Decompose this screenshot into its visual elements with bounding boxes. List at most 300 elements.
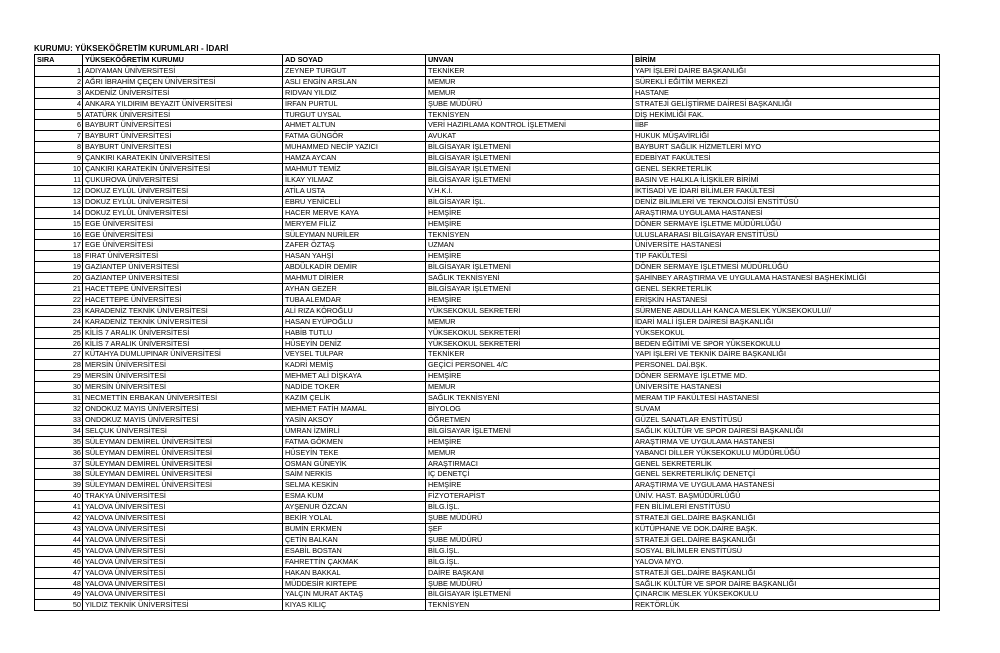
table-row xyxy=(35,294,940,305)
cell-birim: GENEL SEKRETERLİK xyxy=(633,284,940,295)
cell-kurum: EGE ÜNİVERSİTESİ xyxy=(83,229,283,240)
cell-ad-soyad: ÇETİN BALKAN xyxy=(283,534,426,545)
cell-birim: DÖNER SERMAYE İŞLETME MÜDÜRLÜĞÜ xyxy=(633,218,940,229)
cell-kurum: YALOVA ÜNİVERSİTESİ xyxy=(83,523,283,534)
table-row xyxy=(35,76,940,87)
cell-sira: 50 xyxy=(35,600,83,611)
cell-sira: 41 xyxy=(35,502,83,513)
table-row xyxy=(35,87,940,98)
table-row xyxy=(35,65,940,76)
cell-unvan: HEMŞİRE xyxy=(426,294,633,305)
cell-birim: REKTÖRLÜK xyxy=(633,600,940,611)
cell-sira: 45 xyxy=(35,545,83,556)
cell-unvan: TEKNİSYEN xyxy=(426,600,633,611)
cell-ad-soyad: AYHAN GEZER xyxy=(283,284,426,295)
cell-sira: 22 xyxy=(35,294,83,305)
cell-birim: STRATEJİ GELİŞTİRME DAİRESİ BAŞKANLIĞI xyxy=(633,98,940,109)
cell-sira: 3 xyxy=(35,87,83,98)
cell-unvan: BİLGİSAYAR İŞLETMENİ xyxy=(426,164,633,175)
cell-sira: 10 xyxy=(35,164,83,175)
cell-sira: 43 xyxy=(35,523,83,534)
cell-birim: KÜTÜPHANE VE DOK.DAİRE BAŞK. xyxy=(633,523,940,534)
cell-unvan: TEKNİKER xyxy=(426,349,633,360)
table-row xyxy=(35,207,940,218)
cell-kurum: BAYBURT ÜNİVERSİTESİ xyxy=(83,142,283,153)
cell-unvan: BİLGİSAYAR İŞLETMENİ xyxy=(426,153,633,164)
cell-kurum: YALOVA ÜNİVERSİTESİ xyxy=(83,534,283,545)
cell-birim: ARAŞTIRMA UYGULAMA HASTANESİ xyxy=(633,207,940,218)
table-row xyxy=(35,360,940,371)
cell-sira: 20 xyxy=(35,273,83,284)
cell-ad-soyad: AYŞENUR ÖZCAN xyxy=(283,502,426,513)
cell-kurum: SÜLEYMAN DEMİREL ÜNİVERSİTESİ xyxy=(83,458,283,469)
cell-unvan: AVUKAT xyxy=(426,131,633,142)
cell-unvan: GEÇİCİ PERSONEL 4/C xyxy=(426,360,633,371)
cell-birim: ŞAHİNBEY ARAŞTIRMA VE UYGULAMA HASTANESİ BAŞHEKİMLİĞİ xyxy=(633,273,940,284)
cell-unvan: YÜKSEKOKUL SEKRETERİ xyxy=(426,305,633,316)
table-row xyxy=(35,305,940,316)
table-row xyxy=(35,120,940,131)
cell-ad-soyad: İLKAY YILMAZ xyxy=(283,174,426,185)
cell-ad-soyad: ATİLA USTA xyxy=(283,185,426,196)
cell-kurum: SÜLEYMAN DEMİREL ÜNİVERSİTESİ xyxy=(83,469,283,480)
cell-kurum: YALOVA ÜNİVERSİTESİ xyxy=(83,578,283,589)
table-row xyxy=(35,469,940,480)
table-row xyxy=(35,142,940,153)
table-row xyxy=(35,480,940,491)
cell-kurum: MERSİN ÜNİVERSİTESİ xyxy=(83,360,283,371)
table-row xyxy=(35,284,940,295)
cell-kurum: AKDENİZ ÜNİVERSİTESİ xyxy=(83,87,283,98)
cell-ad-soyad: ABDÜLKADİR DEMİR xyxy=(283,262,426,273)
cell-ad-soyad: KIYAS KILIÇ xyxy=(283,600,426,611)
cell-ad-soyad: VEYSEL TULPAR xyxy=(283,349,426,360)
table-row xyxy=(35,556,940,567)
cell-birim: STRATEJİ GEL.DAİRE BAŞKANLIĞI xyxy=(633,534,940,545)
cell-sira: 5 xyxy=(35,109,83,120)
cell-birim: DÖNER SERMAYE İŞLETMESİ MÜDÜRLÜĞÜ xyxy=(633,262,940,273)
cell-sira: 40 xyxy=(35,491,83,502)
table-row xyxy=(35,153,940,164)
cell-kurum: ONDOKUZ MAYIS ÜNİVERSİTESİ xyxy=(83,404,283,415)
cell-ad-soyad: HASAN YAHŞİ xyxy=(283,251,426,262)
cell-ad-soyad: FAHRETTİN ÇAKMAK xyxy=(283,556,426,567)
cell-unvan: BİLG.İŞL. xyxy=(426,502,633,513)
cell-ad-soyad: ZAFER ÖZTAŞ xyxy=(283,240,426,251)
cell-unvan: TEKNİKER xyxy=(426,65,633,76)
cell-unvan: MEMUR xyxy=(426,382,633,393)
table-row xyxy=(35,436,940,447)
table-row xyxy=(35,164,940,175)
cell-sira: 24 xyxy=(35,316,83,327)
cell-kurum: KİLİS 7 ARALIK ÜNİVERSİTESİ xyxy=(83,338,283,349)
table-row xyxy=(35,109,940,120)
cell-ad-soyad: ÜMRAN İZMİRLİ xyxy=(283,425,426,436)
cell-kurum: BAYBURT ÜNİVERSİTESİ xyxy=(83,120,283,131)
table-row xyxy=(35,262,940,273)
table-row xyxy=(35,502,940,513)
cell-sira: 4 xyxy=(35,98,83,109)
cell-sira: 26 xyxy=(35,338,83,349)
cell-ad-soyad: OSMAN GÜNEYİK xyxy=(283,458,426,469)
cell-unvan: YÜKSEKOKUL SEKRETERİ xyxy=(426,327,633,338)
cell-unvan: ÖĞRETMEN xyxy=(426,414,633,425)
cell-birim: MERAM TIP FAKÜLTESİ HASTANESİ xyxy=(633,393,940,404)
cell-sira: 15 xyxy=(35,218,83,229)
cell-sira: 17 xyxy=(35,240,83,251)
header-kurum: YÜKSEKÖĞRETİM KURUMU xyxy=(83,55,283,66)
table-row xyxy=(35,600,940,611)
cell-kurum: YALOVA ÜNİVERSİTESİ xyxy=(83,589,283,600)
cell-kurum: SÜLEYMAN DEMİREL ÜNİVERSİTESİ xyxy=(83,480,283,491)
cell-birim: SAĞLIK KÜLTÜR VE SPOR DAİRE BAŞKANLIĞI xyxy=(633,578,940,589)
cell-unvan: ŞUBE MÜDÜRÜ xyxy=(426,513,633,524)
cell-unvan: MEMUR xyxy=(426,76,633,87)
cell-kurum: ÇANKIRI KARATEKİN ÜNİVERSİTESİ xyxy=(83,153,283,164)
cell-birim: STRATEJİ GEL.DAİRE BAŞKANLIĞI xyxy=(633,513,940,524)
cell-sira: 25 xyxy=(35,327,83,338)
table-row xyxy=(35,327,940,338)
cell-sira: 42 xyxy=(35,513,83,524)
cell-sira: 32 xyxy=(35,404,83,415)
table-row xyxy=(35,393,940,404)
cell-kurum: DOKUZ EYLÜL ÜNİVERSİTESİ xyxy=(83,185,283,196)
cell-sira: 46 xyxy=(35,556,83,567)
table-row xyxy=(35,218,940,229)
cell-sira: 9 xyxy=(35,153,83,164)
cell-birim: YÜKSEKOKUL xyxy=(633,327,940,338)
cell-birim: GENEL SEKRETERLİK xyxy=(633,458,940,469)
header-row xyxy=(35,55,940,66)
cell-unvan: ŞEF xyxy=(426,523,633,534)
cell-unvan: SAĞLIK TEKNİSYENİ xyxy=(426,393,633,404)
cell-unvan: BİYOLOG xyxy=(426,404,633,415)
table-row xyxy=(35,447,940,458)
cell-ad-soyad: TURGUT UYSAL xyxy=(283,109,426,120)
document-sheet xyxy=(34,44,939,611)
table-row xyxy=(35,273,940,284)
cell-ad-soyad: SAİM NERKİS xyxy=(283,469,426,480)
cell-unvan: TEKNİSYEN xyxy=(426,109,633,120)
cell-ad-soyad: HASAN EYÜPOĞLU xyxy=(283,316,426,327)
cell-ad-soyad: ESMA KUM xyxy=(283,491,426,502)
cell-sira: 8 xyxy=(35,142,83,153)
table-row xyxy=(35,371,940,382)
cell-kurum: HACETTEPE ÜNİVERSİTESİ xyxy=(83,284,283,295)
cell-unvan: BİLGİSAYAR İŞLETMENİ xyxy=(426,589,633,600)
cell-unvan: HEMŞİRE xyxy=(426,480,633,491)
cell-ad-soyad: ESABİL BOSTAN xyxy=(283,545,426,556)
cell-ad-soyad: AHMET ALTUN xyxy=(283,120,426,131)
cell-birim: ARAŞTIRMA VE UYGULAMA HASTANESİ xyxy=(633,436,940,447)
cell-kurum: YALOVA ÜNİVERSİTESİ xyxy=(83,567,283,578)
cell-birim: HUKUK MÜŞAVİRLİĞİ xyxy=(633,131,940,142)
table-row xyxy=(35,567,940,578)
cell-birim: ÜNİVERSİTE HASTANESİ xyxy=(633,382,940,393)
cell-ad-soyad: YALÇIN MURAT AKTAŞ xyxy=(283,589,426,600)
table-row xyxy=(35,578,940,589)
cell-sira: 7 xyxy=(35,131,83,142)
cell-birim: GÜZEL SANATLAR ENSTİTÜSÜ xyxy=(633,414,940,425)
cell-birim: HASTANE xyxy=(633,87,940,98)
table-row xyxy=(35,98,940,109)
cell-birim: SUVAM xyxy=(633,404,940,415)
cell-ad-soyad: ZEYNEP TURGUT xyxy=(283,65,426,76)
cell-kurum: YALOVA ÜNİVERSİTESİ xyxy=(83,502,283,513)
table-row xyxy=(35,229,940,240)
cell-ad-soyad: SÜLEYMAN NURİLER xyxy=(283,229,426,240)
cell-sira: 23 xyxy=(35,305,83,316)
cell-sira: 36 xyxy=(35,447,83,458)
cell-birim: GENEL SEKRETERLİK/İÇ DENETÇİ xyxy=(633,469,940,480)
cell-kurum: ONDOKUZ MAYIS ÜNİVERSİTESİ xyxy=(83,414,283,425)
cell-birim: ÜNİVERSİTE HASTANESİ xyxy=(633,240,940,251)
cell-kurum: ÇANKIRI KARATEKİN ÜNİVERSİTESİ xyxy=(83,164,283,175)
cell-kurum: DOKUZ EYLÜL ÜNİVERSİTESİ xyxy=(83,207,283,218)
cell-unvan: ŞUBE MÜDÜRÜ xyxy=(426,578,633,589)
table-row xyxy=(35,545,940,556)
cell-sira: 37 xyxy=(35,458,83,469)
cell-ad-soyad: ASLI ENGİN ARSLAN xyxy=(283,76,426,87)
cell-unvan: SAĞLIK TEKNİSYENİ xyxy=(426,273,633,284)
cell-unvan: BİLGİSAYAR İŞLETMENİ xyxy=(426,262,633,273)
cell-birim: TIP FAKÜLTESİ xyxy=(633,251,940,262)
cell-birim: İİBF xyxy=(633,120,940,131)
cell-sira: 28 xyxy=(35,360,83,371)
cell-unvan: ŞUBE MÜDÜRÜ xyxy=(426,98,633,109)
cell-unvan: HEMŞİRE xyxy=(426,436,633,447)
cell-kurum: YALOVA ÜNİVERSİTESİ xyxy=(83,513,283,524)
cell-birim: İDARİ MALİ İŞLER DAİRESİ BAŞKANLIĞI xyxy=(633,316,940,327)
cell-sira: 16 xyxy=(35,229,83,240)
cell-sira: 27 xyxy=(35,349,83,360)
cell-birim: GENEL SEKRETERLİK xyxy=(633,164,940,175)
cell-unvan: HEMŞİRE xyxy=(426,207,633,218)
table-row xyxy=(35,589,940,600)
cell-unvan: ŞUBE MÜDÜRÜ xyxy=(426,534,633,545)
cell-kurum: AĞRI İBRAHİM ÇEÇEN ÜNİVERSİTESİ xyxy=(83,76,283,87)
cell-sira: 48 xyxy=(35,578,83,589)
header-ad-soyad: AD SOYAD xyxy=(283,55,426,66)
cell-birim: STRATEJİ GEL.DAİRE BAŞKANLIĞI xyxy=(633,567,940,578)
cell-sira: 1 xyxy=(35,65,83,76)
table-row xyxy=(35,491,940,502)
cell-sira: 33 xyxy=(35,414,83,425)
table-row xyxy=(35,316,940,327)
cell-birim: SAĞLIK KÜLTÜR VE SPOR DAİRESİ BAŞKANLIĞI xyxy=(633,425,940,436)
cell-ad-soyad: TUBA ALEMDAR xyxy=(283,294,426,305)
header-sira: SIRA xyxy=(35,55,83,66)
cell-kurum: GAZİANTEP ÜNİVERSİTESİ xyxy=(83,273,283,284)
cell-birim: FEN BİLİMLERİ ENSTİTÜSÜ xyxy=(633,502,940,513)
cell-kurum: ANKARA YILDIRIM BEYAZIT ÜNİVERSİTESİ xyxy=(83,98,283,109)
cell-sira: 44 xyxy=(35,534,83,545)
cell-kurum: GAZİANTEP ÜNİVERSİTESİ xyxy=(83,262,283,273)
cell-ad-soyad: MAHMUT TEMİZ xyxy=(283,164,426,175)
cell-birim: ÜNİV. HAST. BAŞMÜDÜRLÜĞÜ xyxy=(633,491,940,502)
cell-ad-soyad: HABİB TUTLU xyxy=(283,327,426,338)
table-row xyxy=(35,523,940,534)
cell-ad-soyad: HAKAN BAKKAL xyxy=(283,567,426,578)
cell-ad-soyad: BUMİN ERKMEN xyxy=(283,523,426,534)
cell-kurum: YALOVA ÜNİVERSİTESİ xyxy=(83,545,283,556)
cell-birim: SÜREKLİ EĞİTİM MERKEZİ xyxy=(633,76,940,87)
cell-ad-soyad: NADİDE TOKER xyxy=(283,382,426,393)
cell-unvan: UZMAN xyxy=(426,240,633,251)
cell-kurum: SELÇUK ÜNİVERSİTESİ xyxy=(83,425,283,436)
table-row xyxy=(35,240,940,251)
cell-ad-soyad: HÜSEYİN DENİZ xyxy=(283,338,426,349)
table-row xyxy=(35,404,940,415)
cell-unvan: BİLGİSAYAR İŞLETMENİ xyxy=(426,284,633,295)
cell-sira: 13 xyxy=(35,196,83,207)
cell-ad-soyad: YASİN AKSOY xyxy=(283,414,426,425)
cell-ad-soyad: EBRU YENİCELİ xyxy=(283,196,426,207)
cell-unvan: HEMŞİRE xyxy=(426,371,633,382)
table-row xyxy=(35,251,940,262)
cell-birim: DÖNER SERMAYE İŞLETME MD. xyxy=(633,371,940,382)
cell-ad-soyad: MUHAMMED NECİP YAZICI xyxy=(283,142,426,153)
cell-birim: YAPI İŞLERİ DAİRE BAŞKANLIĞI xyxy=(633,65,940,76)
cell-birim: ARAŞTIRMA VE UYGULAMA HASTANESİ xyxy=(633,480,940,491)
cell-sira: 6 xyxy=(35,120,83,131)
cell-sira: 38 xyxy=(35,469,83,480)
cell-kurum: KÜTAHYA DUMLUPINAR ÜNİVERSİTESİ xyxy=(83,349,283,360)
cell-birim: İKTİSADİ VE İDARİ BİLİMLER FAKÜLTESİ xyxy=(633,185,940,196)
cell-kurum: NECMETTİN ERBAKAN ÜNİVERSİTESİ xyxy=(83,393,283,404)
cell-ad-soyad: MÜDDESİR KIRTEPE xyxy=(283,578,426,589)
cell-sira: 35 xyxy=(35,436,83,447)
cell-sira: 49 xyxy=(35,589,83,600)
cell-ad-soyad: HÜSEYİN TEKE xyxy=(283,447,426,458)
cell-unvan: BİLGİSAYAR İŞLETMENİ xyxy=(426,174,633,185)
header-unvan: UNVAN xyxy=(426,55,633,66)
table-row xyxy=(35,414,940,425)
cell-unvan: İÇ DENETÇİ xyxy=(426,469,633,480)
cell-kurum: MERSİN ÜNİVERSİTESİ xyxy=(83,371,283,382)
cell-sira: 2 xyxy=(35,76,83,87)
cell-unvan: HEMŞİRE xyxy=(426,251,633,262)
table-row xyxy=(35,131,940,142)
cell-sira: 29 xyxy=(35,371,83,382)
cell-ad-soyad: FATMA GÜNGÖR xyxy=(283,131,426,142)
cell-sira: 31 xyxy=(35,393,83,404)
cell-kurum: YILDIZ TEKNİK ÜNİVERSİTESİ xyxy=(83,600,283,611)
personnel-table xyxy=(34,54,940,611)
cell-unvan: BİLGİSAYAR İŞLETMENİ xyxy=(426,142,633,153)
table-row xyxy=(35,382,940,393)
table-row xyxy=(35,425,940,436)
cell-unvan: VERİ HAZIRLAMA KONTROL İŞLETMENİ xyxy=(426,120,633,131)
cell-birim: SOSYAL BİLİMLER ENSTİTÜSÜ xyxy=(633,545,940,556)
cell-ad-soyad: KAZIM ÇELİK xyxy=(283,393,426,404)
cell-birim: DENİZ BİLİMLERİ VE TEKNOLOJİSİ ENSTİTÜSÜ xyxy=(633,196,940,207)
cell-sira: 21 xyxy=(35,284,83,295)
cell-kurum: ADIYAMAN ÜNİVERSİTESİ xyxy=(83,65,283,76)
cell-birim: YALOVA MYO. xyxy=(633,556,940,567)
cell-sira: 47 xyxy=(35,567,83,578)
cell-unvan: V.H.K.İ. xyxy=(426,185,633,196)
cell-kurum: FIRAT ÜNİVERSİTESİ xyxy=(83,251,283,262)
cell-kurum: SÜLEYMAN DEMİREL ÜNİVERSİTESİ xyxy=(83,436,283,447)
cell-ad-soyad: RIDVAN YILDIZ xyxy=(283,87,426,98)
cell-unvan: BİLGİSAYAR İŞLETMENİ xyxy=(426,425,633,436)
cell-kurum: KARADENİZ TEKNİK ÜNİVERSİTESİ xyxy=(83,316,283,327)
cell-kurum: EGE ÜNİVERSİTESİ xyxy=(83,240,283,251)
cell-kurum: EGE ÜNİVERSİTESİ xyxy=(83,218,283,229)
table-row xyxy=(35,458,940,469)
cell-sira: 34 xyxy=(35,425,83,436)
cell-ad-soyad: İRFAN PURTUL xyxy=(283,98,426,109)
cell-birim: YABANCI DİLLER YÜKSEKOKULU MÜDÜRLÜĞÜ xyxy=(633,447,940,458)
cell-kurum: BAYBURT ÜNİVERSİTESİ xyxy=(83,131,283,142)
table-row xyxy=(35,349,940,360)
table-row xyxy=(35,513,940,524)
table-row xyxy=(35,534,940,545)
cell-kurum: TRAKYA ÜNİVERSİTESİ xyxy=(83,491,283,502)
cell-birim: ULUSLARARASI BİLGİSAYAR ENSTİTÜSÜ xyxy=(633,229,940,240)
cell-unvan: BİLG.İŞL. xyxy=(426,556,633,567)
cell-sira: 11 xyxy=(35,174,83,185)
cell-birim: SÜRMENE ABDULLAH KANCA MESLEK YÜKSEKOKULU// xyxy=(633,305,940,316)
cell-unvan: MEMUR xyxy=(426,316,633,327)
cell-sira: 18 xyxy=(35,251,83,262)
cell-ad-soyad: HAMZA AYCAN xyxy=(283,153,426,164)
cell-ad-soyad: ALİ RIZA KÖROĞLU xyxy=(283,305,426,316)
cell-birim: YAPI İŞLERİ VE TEKNİK DAİRE BAŞKANLIĞI xyxy=(633,349,940,360)
cell-birim: ERİŞKİN HASTANESİ xyxy=(633,294,940,305)
cell-birim: BEDEN EĞİTİMİ VE SPOR YÜKSEKOKULU xyxy=(633,338,940,349)
cell-kurum: ÇUKUROVA ÜNİVERSİTESİ xyxy=(83,174,283,185)
cell-sira: 39 xyxy=(35,480,83,491)
cell-kurum: DOKUZ EYLÜL ÜNİVERSİTESİ xyxy=(83,196,283,207)
cell-ad-soyad: BEKİR YOLAL xyxy=(283,513,426,524)
cell-ad-soyad: MERYEM FİLİZ xyxy=(283,218,426,229)
cell-ad-soyad: SELMA KESKİN xyxy=(283,480,426,491)
cell-ad-soyad: MEHMET FATİH MAMAL xyxy=(283,404,426,415)
cell-kurum: YALOVA ÜNİVERSİTESİ xyxy=(83,556,283,567)
cell-sira: 19 xyxy=(35,262,83,273)
cell-ad-soyad: MAHMUT DİRİER xyxy=(283,273,426,284)
table-row xyxy=(35,338,940,349)
cell-unvan: TEKNİSYEN xyxy=(426,229,633,240)
cell-unvan: ARAŞTIRMACI xyxy=(426,458,633,469)
cell-unvan: BİLGİSAYAR İŞL. xyxy=(426,196,633,207)
cell-unvan: MEMUR xyxy=(426,87,633,98)
cell-ad-soyad: MEHMET ALİ DİŞKAYA xyxy=(283,371,426,382)
cell-birim: PERSONEL DAİ.BŞK. xyxy=(633,360,940,371)
cell-ad-soyad: KADRİ MEMİŞ xyxy=(283,360,426,371)
cell-sira: 14 xyxy=(35,207,83,218)
cell-kurum: KİLİS 7 ARALIK ÜNİVERSİTESİ xyxy=(83,327,283,338)
cell-ad-soyad: HACER MERVE KAYA xyxy=(283,207,426,218)
table-row xyxy=(35,174,940,185)
cell-sira: 30 xyxy=(35,382,83,393)
cell-kurum: HACETTEPE ÜNİVERSİTESİ xyxy=(83,294,283,305)
cell-unvan: BİLG.İŞL. xyxy=(426,545,633,556)
cell-unvan: YÜKSEKOKUL SEKRETERİ xyxy=(426,338,633,349)
cell-birim: DİŞ HEKİMLİĞİ FAK. xyxy=(633,109,940,120)
cell-unvan: DAİRE BAŞKANI xyxy=(426,567,633,578)
cell-birim: ÇINARCIK MESLEK YÜKSEKOKULU xyxy=(633,589,940,600)
table-row xyxy=(35,185,940,196)
cell-kurum: KARADENİZ TEKNİK ÜNİVERSİTESİ xyxy=(83,305,283,316)
cell-ad-soyad: FATMA GÖKMEN xyxy=(283,436,426,447)
cell-sira: 12 xyxy=(35,185,83,196)
table-row xyxy=(35,196,940,207)
cell-kurum: ATATÜRK ÜNİVERSİTESİ xyxy=(83,109,283,120)
cell-kurum: SÜLEYMAN DEMİREL ÜNİVERSİTESİ xyxy=(83,447,283,458)
